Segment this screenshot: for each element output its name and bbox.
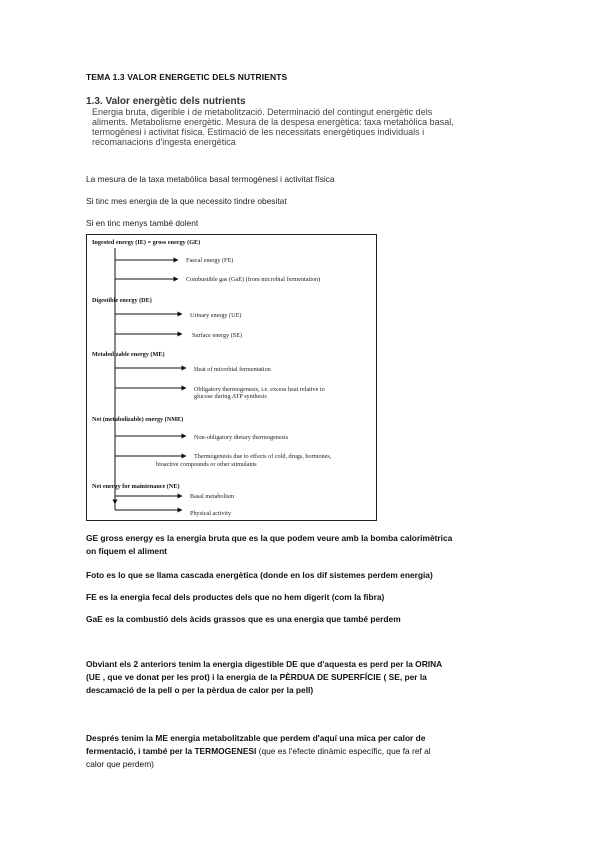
section-line: Energia bruta, digerible i de metabolització. Determinació del contingut energètic dels [92, 107, 433, 117]
section-heading: 1.3. Valor energètic dels nutrients [86, 96, 246, 107]
label-surface-energy: Surface energy (SE) [192, 332, 243, 339]
paragraph-line: descamació de la pell o per la pèrdua de calor per la pell) [86, 685, 314, 695]
label-net-metabolizable-energy: Net (metabolizable) energy (NME) [92, 416, 184, 423]
paragraph-fecal-energy: FE es la energia fecal dels productes dels que no hem digerit (com la fibra) [86, 592, 385, 602]
paragraph-line: calor que perdem) [86, 759, 154, 769]
label-thermogenesis-stimuli: Thermogenesis due to effects of cold, drugs, hormones, [194, 453, 332, 460]
paragraph-line: (UE , que ve donat per les prot) i la energia de la PÈRDUA DE SUPERFÍCIE ( SE, per la [86, 672, 427, 682]
intro-line-3: Si en tinc menys també dolent [86, 218, 199, 228]
label-digestible-energy: Digestible energy (DE) [92, 297, 152, 304]
paragraph-line: Obviant els 2 anteriors tenim la energia digestible DE que d'aquesta es perd per la ORINA [86, 659, 443, 669]
paragraph-segment: fermentació, i també per la TERMOGENESI [86, 746, 257, 756]
paragraph-line: Després tenim la ME energia metabolitzable que perdem d'aquí una mica per calor de [86, 733, 426, 743]
intro-line-1: La mesura de la taxa metabòlica basal termogènesi i activitat física [86, 174, 335, 184]
section-summary [92, 107, 512, 147]
label-physical-activity: Physical activity [190, 510, 232, 517]
label-microbial-heat: Heat of microbial fermentation [194, 366, 271, 373]
paragraph-gas-energy: GaE es la combustió dels àcids grassos que es una energia que també perdem [86, 614, 401, 624]
paragraph-cascade: Foto es lo que se llama cascada energètica (donde en los dif sistemes perdem energia) [86, 570, 433, 580]
paragraph-metabolizable-energy [86, 732, 516, 771]
intro-line-2: Si tinc mes energia de la que necessito tindre obesitat [86, 196, 287, 206]
energy-cascade-figure [86, 234, 378, 522]
section-line: termogènesi i activitat física. Estimació de les necessitats energètiques individuals i [92, 127, 425, 137]
label-non-obligatory-thermogenesis: Non-obligatory dietary thermogenesis [194, 434, 289, 441]
paragraph-line: on fiquem el aliment [86, 546, 167, 556]
energy-cascade-diagram [86, 234, 378, 522]
paragraph-line [86, 745, 516, 758]
label-obligatory-thermogenesis-2: glucose during ATP synthesis [194, 393, 267, 400]
paragraph-digestible-energy [86, 658, 516, 697]
label-ingested-energy: Ingested energy (IE) = gross energy (GE) [92, 239, 201, 246]
paragraph-gross-energy [86, 532, 516, 558]
label-urinary-energy: Urinary energy (UE) [190, 312, 242, 319]
label-metabolizable-energy: Metabolizable energy (ME) [92, 351, 165, 358]
document-title: TEMA 1.3 VALOR ENERGETIC DELS NUTRIENTS [86, 72, 288, 82]
paragraph-line: GE gross energy es la energia bruta que es la que podem veure amb la bomba calorimètrica [86, 533, 453, 543]
label-basal-metabolism: Basal metabolism [190, 493, 235, 500]
label-combustible-gas: Combustible gas (GaE) (from microbial fermentation) [186, 276, 321, 283]
label-thermogenesis-stimuli-2: bioactive compounds or other stimulants [156, 461, 257, 468]
label-fecal-energy: Faecal energy (FE) [186, 257, 234, 264]
paragraph-segment: (que es l'efecte dinàmic específic, que fa ref al [256, 746, 431, 756]
label-net-energy-maintenance: Net energy for maintenance (NE) [92, 483, 180, 490]
label-obligatory-thermogenesis: Obligatory thermogenesis, i.e. excess heat relative to [194, 386, 325, 393]
section-line: aliments. Metabolisme energètic. Mesura de la despesa energètica: taxa metabòlica basal, [92, 117, 454, 127]
section-line: recomanacions d'ingesta energètica [92, 137, 236, 147]
